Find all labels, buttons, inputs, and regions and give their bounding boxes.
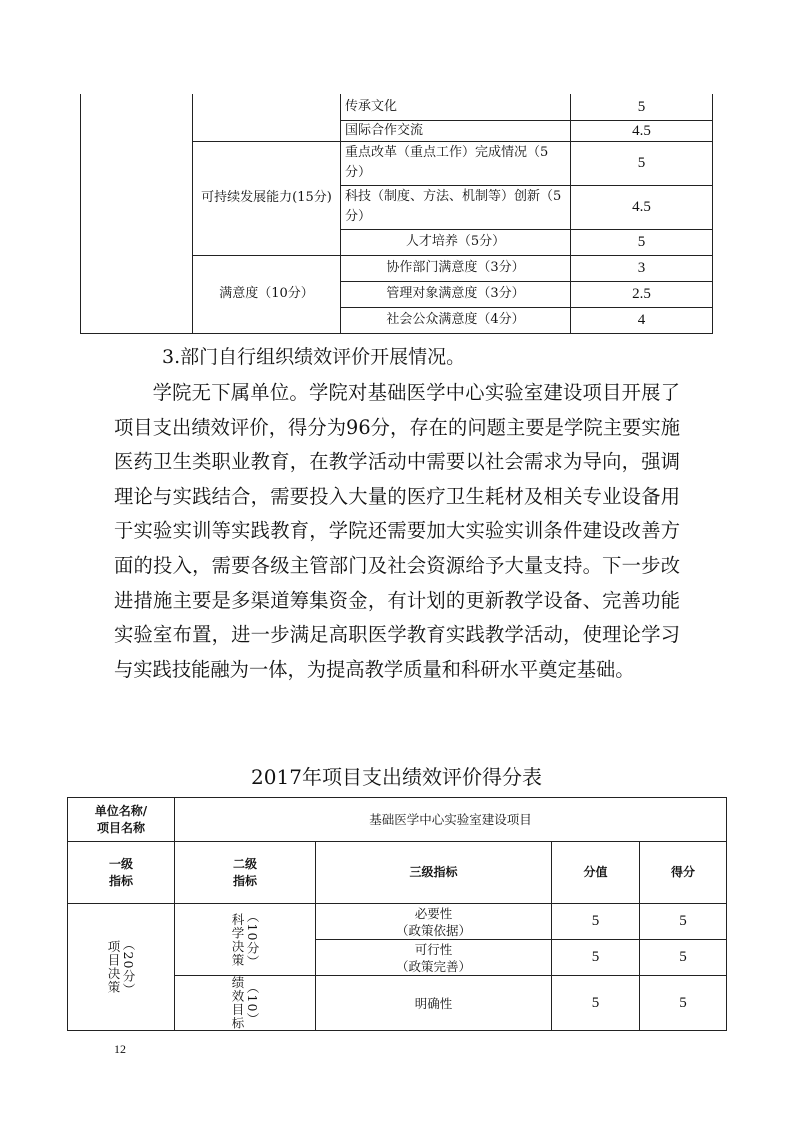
unit-label-line2: 项目名称	[96, 820, 145, 835]
level3-note: （政策依据）	[395, 922, 471, 938]
level3-cell: 管理对象满意度（3分）	[341, 281, 571, 307]
level2-cell: 满意度（10分）	[193, 255, 341, 333]
weight-cell: 5	[552, 940, 640, 976]
unit-label-cell	[68, 798, 175, 842]
table-title: 2017年项目支出绩效评价得分表	[251, 765, 542, 789]
header-level2-line1: 二级	[232, 856, 257, 871]
level3-cell	[316, 904, 552, 940]
header-level1-line2: 指标	[108, 873, 133, 888]
level2-scientific-decision	[175, 904, 316, 976]
level1-points: （20分）	[121, 937, 136, 997]
table-row	[68, 798, 727, 842]
header-level3: 三级指标	[316, 842, 552, 904]
header-level2	[175, 842, 316, 904]
header-level1-line1: 一级	[108, 856, 133, 871]
page-number: 12	[114, 1042, 126, 1056]
level3-cell: 协作部门满意度（3分）	[341, 255, 571, 281]
body-paragraph: 学院无下属单位。学院对基础医学中心实验室建设项目开展了项目支出绩效评价，得分为96分，存在的问题主要是学院主要实施医药卫生类职业教育，在教学活动中需要以社会需求为导向，强调理论与实践结合，需要投入大量的医疗卫生耗材及相关专业设备用于实验实训等实践教育，学院还需要加大实验实训条件建设改善方面的投入，需要各级主管部门及社会资源给予大量支持。下一步改进措施主要是多渠道筹集资金，有计划的更新教学设备、完善功能实验室布置，进一步满足高职医学教育实践教学活动，使理论学习与实践技能融为一体，为提高教学质量和科研水平奠定基础。	[114, 381, 680, 681]
weight-cell: 5	[552, 904, 640, 940]
header-row	[68, 842, 727, 904]
score-cell: 2.5	[571, 281, 713, 307]
level1-project-decision	[68, 904, 175, 1031]
level3-cell: 人才培养（5分）	[341, 229, 571, 255]
level2-name: 绩效目标	[230, 976, 245, 1030]
score-cell: 5	[640, 940, 727, 976]
score-cell: 4	[571, 307, 713, 333]
level2-points: （10分）	[245, 910, 260, 969]
score-cell: 5	[571, 229, 713, 255]
section-heading: 3.部门自行组织绩效评价开展情况。	[162, 346, 466, 368]
score-cell: 5	[640, 904, 727, 940]
unit-label-line1: 单位名称/	[94, 803, 148, 818]
header-level1	[68, 842, 175, 904]
level2-cell	[193, 94, 341, 141]
table-row	[81, 94, 713, 120]
level1-cell	[81, 94, 193, 333]
level3-cell: 社会公众满意度（4分）	[341, 307, 571, 333]
level2-performance-target	[175, 976, 316, 1031]
level3-cell: 重点改革（重点工作）完成情况（5分）	[341, 141, 571, 185]
score-cell: 4.5	[571, 185, 713, 229]
table-row	[68, 904, 727, 940]
level2-cell: 可持续发展能力(15分)	[193, 141, 341, 255]
level3-cell: 明确性	[316, 976, 552, 1031]
score-cell: 5	[640, 976, 727, 1031]
weight-cell: 5	[552, 976, 640, 1031]
level2-name: 科学决策	[230, 912, 245, 967]
level1-name: 项目决策	[106, 940, 121, 994]
header-weight: 分值	[552, 842, 640, 904]
level3-cell	[316, 940, 552, 976]
score-cell: 5	[571, 141, 713, 185]
level3-cell: 传承文化	[341, 94, 571, 120]
level3-cell: 国际合作交流	[341, 120, 571, 141]
level3-note: （政策完善）	[395, 958, 471, 974]
score-cell: 5	[571, 94, 713, 120]
level3-cell: 科技（制度、方法、机制等）创新（5分）	[341, 185, 571, 229]
project-name-cell: 基础医学中心实验室建设项目	[175, 798, 727, 842]
level3-name: 必要性	[414, 905, 453, 921]
header-score: 得分	[640, 842, 727, 904]
header-level2-line2: 指标	[232, 873, 257, 888]
level3-name: 可行性	[414, 941, 453, 957]
level2-points: （10）	[245, 980, 260, 1026]
score-table	[67, 797, 727, 1031]
score-cell: 4.5	[571, 120, 713, 141]
score-cell: 3	[571, 255, 713, 281]
indicator-table-continued	[80, 94, 713, 334]
